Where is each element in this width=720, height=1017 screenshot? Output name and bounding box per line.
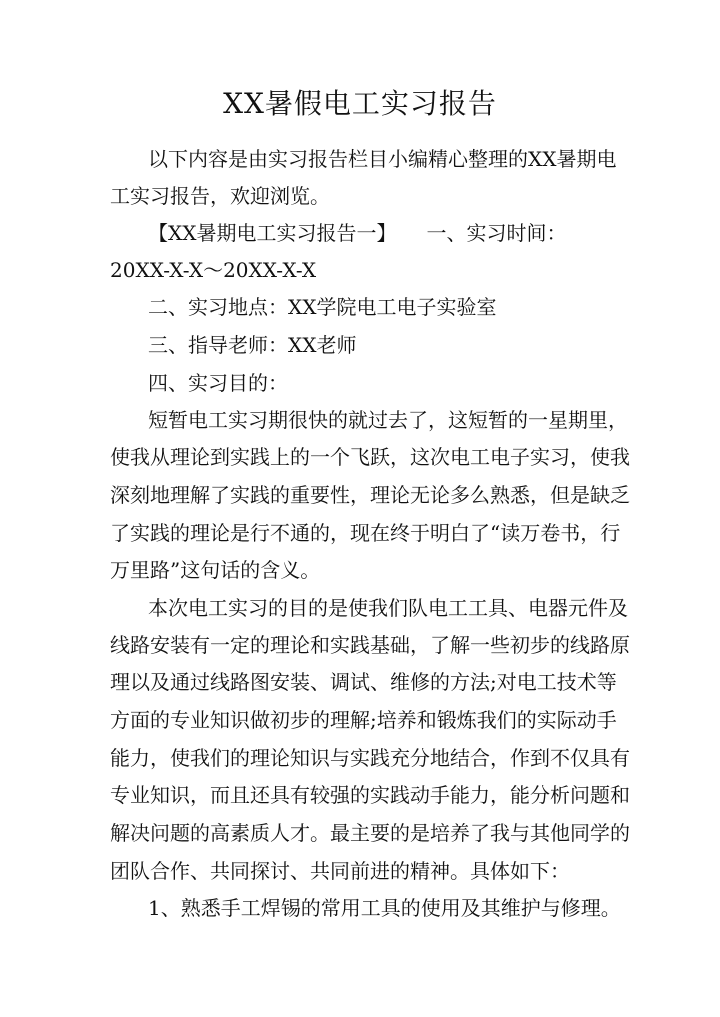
paragraph-line: 能力，使我们的理论知识与实践充分地结合，作到不仅具有 — [110, 746, 630, 770]
paragraph-line: 线路安装有一定的理论和实践基础，了解一些初步的线路原 — [110, 633, 630, 657]
paragraph-line: 三、指导老师：XX老师 — [148, 333, 357, 357]
paragraph-line: 解决问题的高素质人才。最主要的是培养了我与其他同学的 — [110, 821, 630, 845]
paragraph-line: 短暂电工实习期很快的就过去了，这短暂的一星期里， — [148, 408, 628, 432]
paragraph-line: 工实习报告，欢迎浏览。 — [110, 184, 330, 208]
paragraph-line: 二、实习地点：XX学院电工电子实验室 — [148, 295, 497, 319]
document-title: XX暑假电工实习报告 — [223, 87, 497, 120]
paragraph-line: 深刻地理解了实践的重要性，理论无论多么熟悉，但是缺乏 — [110, 483, 630, 507]
paragraph-line: 万里路”这句话的含义。 — [110, 558, 321, 582]
paragraph-line: 四、实习目的： — [148, 371, 288, 395]
paragraph-line: 1、熟悉手工焊锡的常用工具的使用及其维护与修理。 — [148, 896, 621, 920]
paragraph-line: 【XX暑期电工实习报告一】 一、实习时间： — [148, 221, 567, 245]
paragraph-line: 团队合作、共同探讨、共同前进的精神。具体如下： — [110, 859, 570, 883]
paragraph-line: 使我从理论到实践上的一个飞跃，这次电工电子实习，使我 — [110, 445, 630, 469]
paragraph-line: 方面的专业知识做初步的理解;培养和锻炼我们的实际动手 — [110, 708, 617, 732]
paragraph-line: 了实践的理论是行不通的，现在终于明白了“读万卷书，行 — [110, 521, 621, 545]
paragraph-line: 专业知识，而且还具有较强的实践动手能力，能分析问题和 — [110, 783, 630, 807]
paragraph-line: 以下内容是由实习报告栏目小编精心整理的XX暑期电 — [148, 147, 617, 171]
paragraph-line: 理以及通过线路图安装、调试、维修的方法;对电工技术等 — [110, 670, 617, 694]
paragraph-line: 本次电工实习的目的是使我们队电工工具、电器元件及 — [148, 596, 628, 620]
paragraph-line: 20XX-X-X～20XX-X-X — [110, 258, 317, 282]
